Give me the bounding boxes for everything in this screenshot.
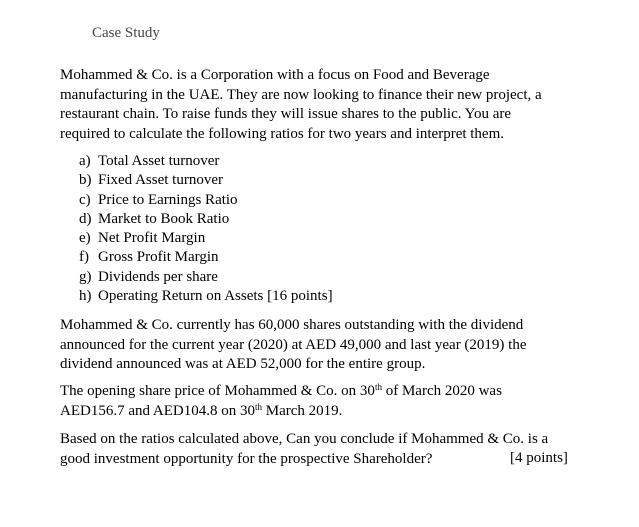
list-item-label: Gross Profit Margin <box>98 249 219 266</box>
intro-line: Mohammed & Co. is a Corporation with a focus on Food and Beverage <box>60 67 490 83</box>
intro-paragraph <box>60 66 580 144</box>
intro-line: manufacturing in the UAE. They are now looking to finance their new project, a <box>60 86 542 103</box>
text-segment: The opening share price of Mohammed & Co. on 30 <box>60 383 375 399</box>
intro-line: restaurant chain. To raise funds they will issue shares to the public. You are <box>60 106 512 122</box>
list-item-label: Dividends per share <box>98 268 218 285</box>
list-item <box>79 287 333 306</box>
shares-paragraph <box>60 316 580 375</box>
list-item-label: Net Profit Margin <box>98 230 206 247</box>
page-title: Case Study <box>92 25 160 41</box>
question-paragraph <box>60 430 580 469</box>
share-price-line <box>60 402 580 422</box>
list-marker: h) <box>79 288 92 305</box>
share-price-paragraph <box>60 382 580 421</box>
list-marker: a) <box>79 153 91 169</box>
shares-line: dividend announced was at AED 52,000 for the entire group. <box>60 356 426 372</box>
list-item-label: Operating Return on Assets [16 points] <box>98 288 333 305</box>
list-marker: g) <box>79 268 92 285</box>
list-item-label: Price to Earnings Ratio <box>98 191 238 208</box>
list-item <box>79 229 333 248</box>
list-marker: b) <box>79 172 92 189</box>
text-segment: March 2019. <box>262 402 343 419</box>
list-item-label: Market to Book Ratio <box>98 210 230 227</box>
text-segment: of March 2020 was <box>381 383 502 399</box>
intro-line: required to calculate the following ratios for two years and interpret them. <box>60 125 505 142</box>
list-marker: d) <box>79 210 92 227</box>
list-marker: e) <box>79 230 91 247</box>
list-marker: c) <box>79 191 91 208</box>
list-item <box>79 268 333 287</box>
ordinal-suffix: th <box>374 382 382 392</box>
text-segment: AED156.7 and AED104.8 on 30 <box>60 402 255 419</box>
ordinal-suffix: th <box>255 401 263 412</box>
list-marker: f) <box>79 249 89 266</box>
question-line: Based on the ratios calculated above, Can you conclude if Mohammed & Co. is a <box>60 431 549 447</box>
list-item-label: Total Asset turnover <box>98 153 220 169</box>
list-item <box>79 152 333 171</box>
points-label: [4 points] <box>510 450 568 466</box>
shares-line: Mohammed & Co. currently has 60,000 shares outstanding with the dividend <box>60 317 524 333</box>
shares-line: announced for the current year (2020) at AED 49,000 and last year (2019) the <box>60 336 527 353</box>
list-item-label: Fixed Asset turnover <box>98 172 223 189</box>
list-item <box>79 248 333 267</box>
list-item <box>79 191 333 210</box>
share-price-line <box>60 382 580 402</box>
ratio-list <box>79 152 333 306</box>
list-item <box>79 171 333 190</box>
list-item <box>79 210 333 229</box>
question-line: good investment opportunity for the prospective Shareholder? <box>60 450 433 467</box>
